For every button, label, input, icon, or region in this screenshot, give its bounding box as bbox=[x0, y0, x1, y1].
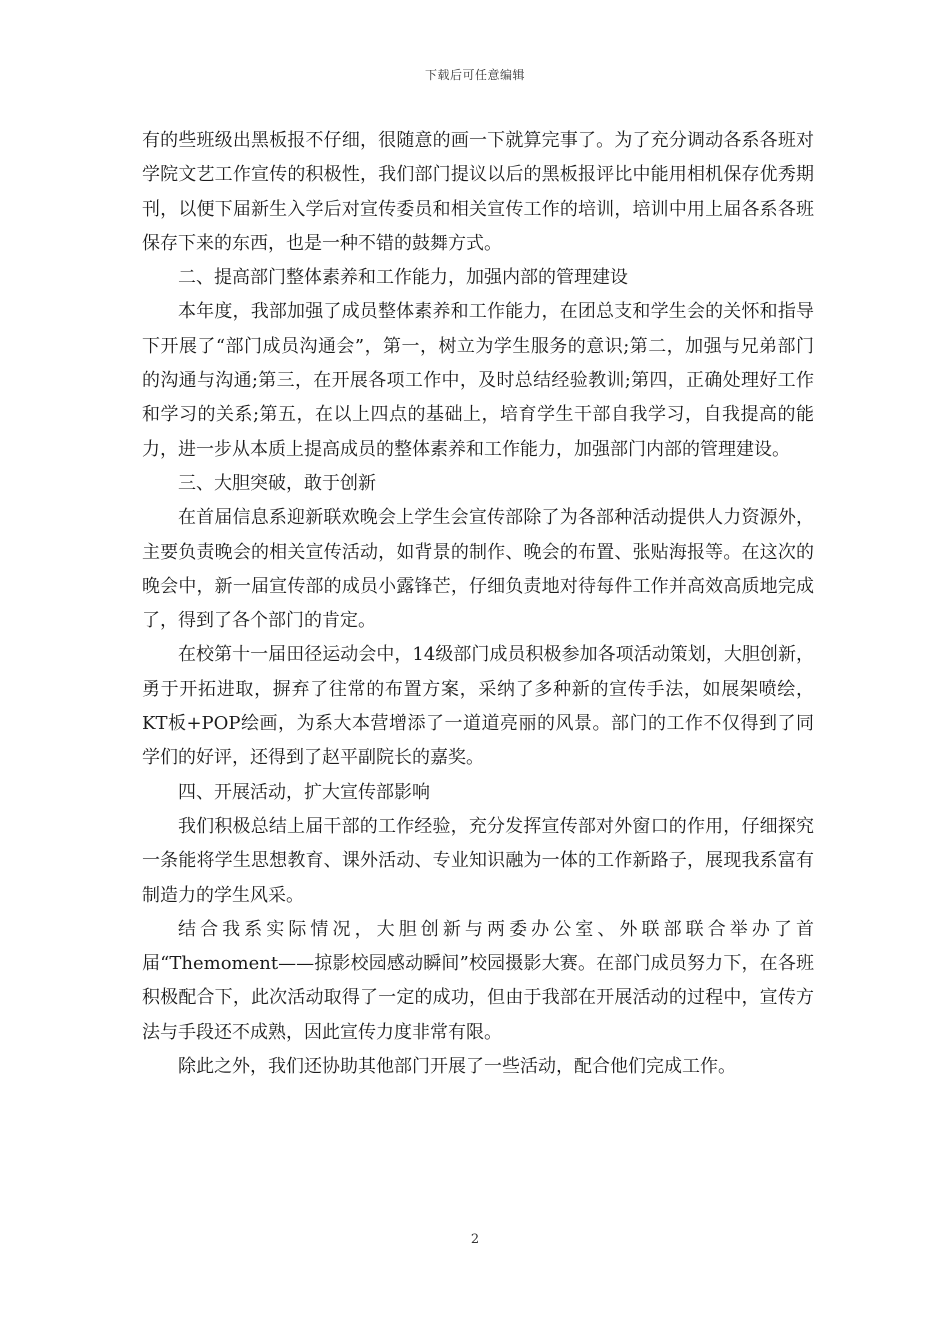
body-paragraph: 在首届信息系迎新联欢晚会上学生会宣传部除了为各部种活动提供人力资源外，主要负责晚会的相关宣传活动，如背景的制作、晚会的布置、张贴海报等。在这次的晚会中，新一届宣传部的成员小露锋芒，仔细负责地对待每件工作并高效高质地完成了，得到了各个部门的肯定。 bbox=[142, 507, 814, 632]
body-paragraph: 我们积极总结上届干部的工作经验，充分发挥宣传部对外窗口的作用，仔细探究一条能将学生思想教育、课外活动、专业知识融为一体的工作新路子，展现我系富有制造力的学生风采。 bbox=[142, 815, 814, 906]
body-paragraph: 有的些班级出黑板报不仔细，很随意的画一下就算完事了。为了充分调动各系各班对学院文艺工作宣传的积极性，我们部门提议以后的黑板报评比中能用相机保存优秀期刊，以便下届新生入学后对宣传委员和相关宣传工作的培训，培训中用上届各系各班保存下来的东西，也是一种不错的鼓舞方式。 bbox=[142, 130, 814, 254]
section-heading: 二、提高部门整体素养和工作能力，加强内部的管理建设 bbox=[178, 267, 628, 289]
body-paragraph: 在校第十一届田径运动会中，14级部门成员积极参加各项活动策划，大胆创新，勇于开拓进取，摒弃了往常的布置方案，采纳了多种新的宣传手法，如展架喷绘，KT板+POP绘画，为系大本营增添了一道道亮丽的风景。部门的工作不仅得到了同学们的好评，还得到了赵平副院长的嘉奖。 bbox=[142, 644, 814, 769]
section-heading: 三、大胆突破，敢于创新 bbox=[178, 472, 376, 494]
page-number: 2 bbox=[470, 1232, 480, 1247]
page-header-note: 下载后可任意编辑 bbox=[424, 68, 525, 82]
body-paragraph: 除此之外，我们还协助其他部门开展了一些活动，配合他们完成工作。 bbox=[178, 1056, 736, 1078]
body-paragraph: 本年度，我部加强了成员整体素养和工作能力，在团总支和学生会的关怀和指导下开展了“部门成员沟通会”，第一，树立为学生服务的意识;第二，加强与兄弟部门的沟通与沟通;第三，在开展各项工作中，及时总结经验教训;第四，正确处理好工作和学习的关系;第五，在以上四点的基础上，培育学生干部自我学习，自我提高的能力，进一步从本质上提高成员的整体素养和工作能力，加强部门内部的管理建设。 bbox=[142, 301, 814, 460]
section-heading: 四、开展活动，扩大宣传部影响 bbox=[178, 781, 430, 803]
body-paragraph: 结合我系实际情况，大胆创新与两委办公室、外联部联合举办了首届“Themoment——掠影校园感动瞬间”校园摄影大赛。在部门成员努力下，在各班积极配合下，此次活动取得了一定的成功，但由于我部在开展活动的过程中，宣传方法与手段还不成熟，因此宣传力度非常有限。 bbox=[142, 918, 814, 1043]
document-body bbox=[142, 124, 814, 1084]
